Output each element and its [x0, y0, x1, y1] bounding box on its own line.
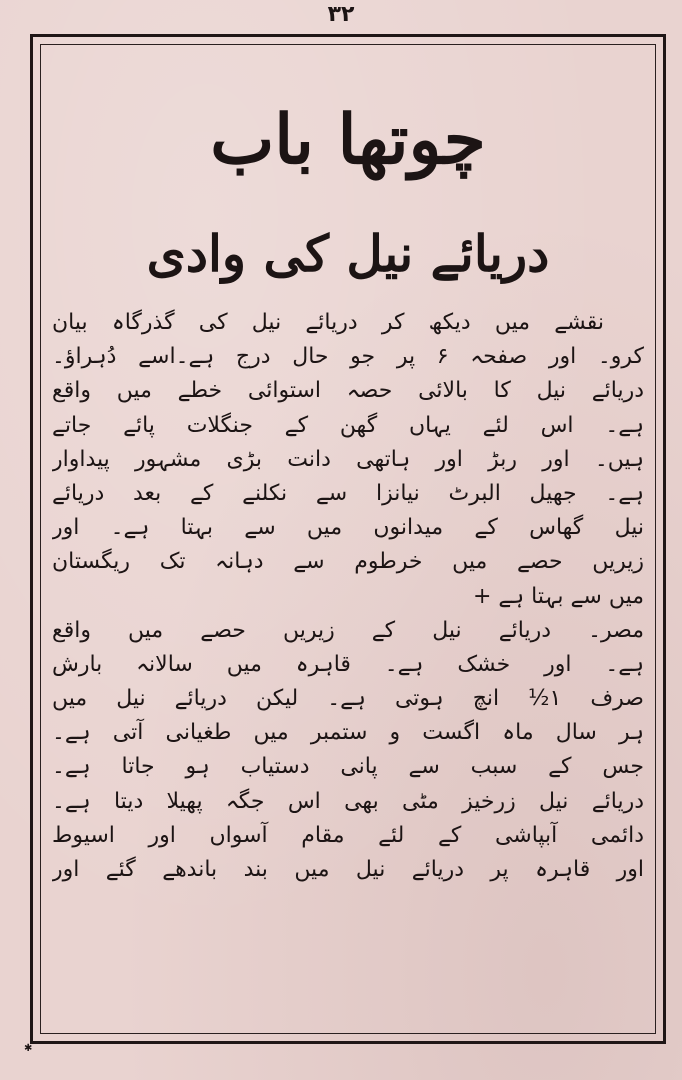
text-line: کرو۔ اور صفحہ ۶ پر جو حال درج ہے۔اسے دُہراؤ۔	[52, 344, 644, 370]
page-number: ۳۲	[327, 2, 355, 27]
corner-star-icon: ✱	[24, 1043, 33, 1054]
text-line: ہر سال ماہ اگست و ستمبر میں طغیانی آتی ہے۔	[52, 720, 644, 746]
text-line: دائمی آبپاشی کے لئے مقام آسواں اور اسیوط	[52, 822, 644, 848]
text-line: ہیں۔ اور ربڑ اور ہاتھی دانت بڑی مشہور پیداوار	[52, 446, 644, 472]
text-line: نیل گھاس کے میدانوں میں سے بہتا ہے۔ اور	[52, 515, 644, 541]
text-line: زیریں حصے میں خرطوم سے دہانہ تک ریگستان	[52, 549, 644, 575]
text-line: جس کے سبب سے پانی دستیاب ہو جاتا ہے۔	[52, 754, 644, 780]
text-line: صرف ۱½ انچ ہوتی ہے۔ لیکن دریائے نیل میں	[52, 686, 644, 712]
chapter-title: چوتھا باب	[210, 100, 486, 180]
text-line: میں سے بہتا ہے +	[472, 583, 644, 609]
text-line: دریائے نیل زرخیز مٹی بھی اس جگہ پھیلا دیتا ہے۔	[52, 788, 644, 814]
text-line: نقشے میں دیکھ کر دریائے نیل کی گذرگاہ بیان	[52, 310, 604, 335]
chapter-subtitle: دریائے نیل کی وادی	[146, 224, 550, 283]
text-line: ہے۔ جھیل البرٹ نیانزا سے نکلنے کے بعد دریائے	[52, 480, 644, 506]
text-line: ہے۔ اور خشک ہے۔ قاہرہ میں سالانہ بارش	[52, 651, 644, 677]
text-line: مصر۔ دریائے نیل کے زیریں حصے میں واقع	[52, 617, 644, 643]
text-line: اور قاہرہ پر دریائے نیل میں بند باندھے گئے اور	[52, 857, 644, 882]
text-line: ہے۔ اس لئے یہاں گھن کے جنگلات پائے جاتے	[52, 412, 644, 438]
body-text	[52, 306, 644, 887]
text-line: دریائے نیل کا بالائی حصہ استوائی خطے میں واقع	[52, 378, 644, 404]
